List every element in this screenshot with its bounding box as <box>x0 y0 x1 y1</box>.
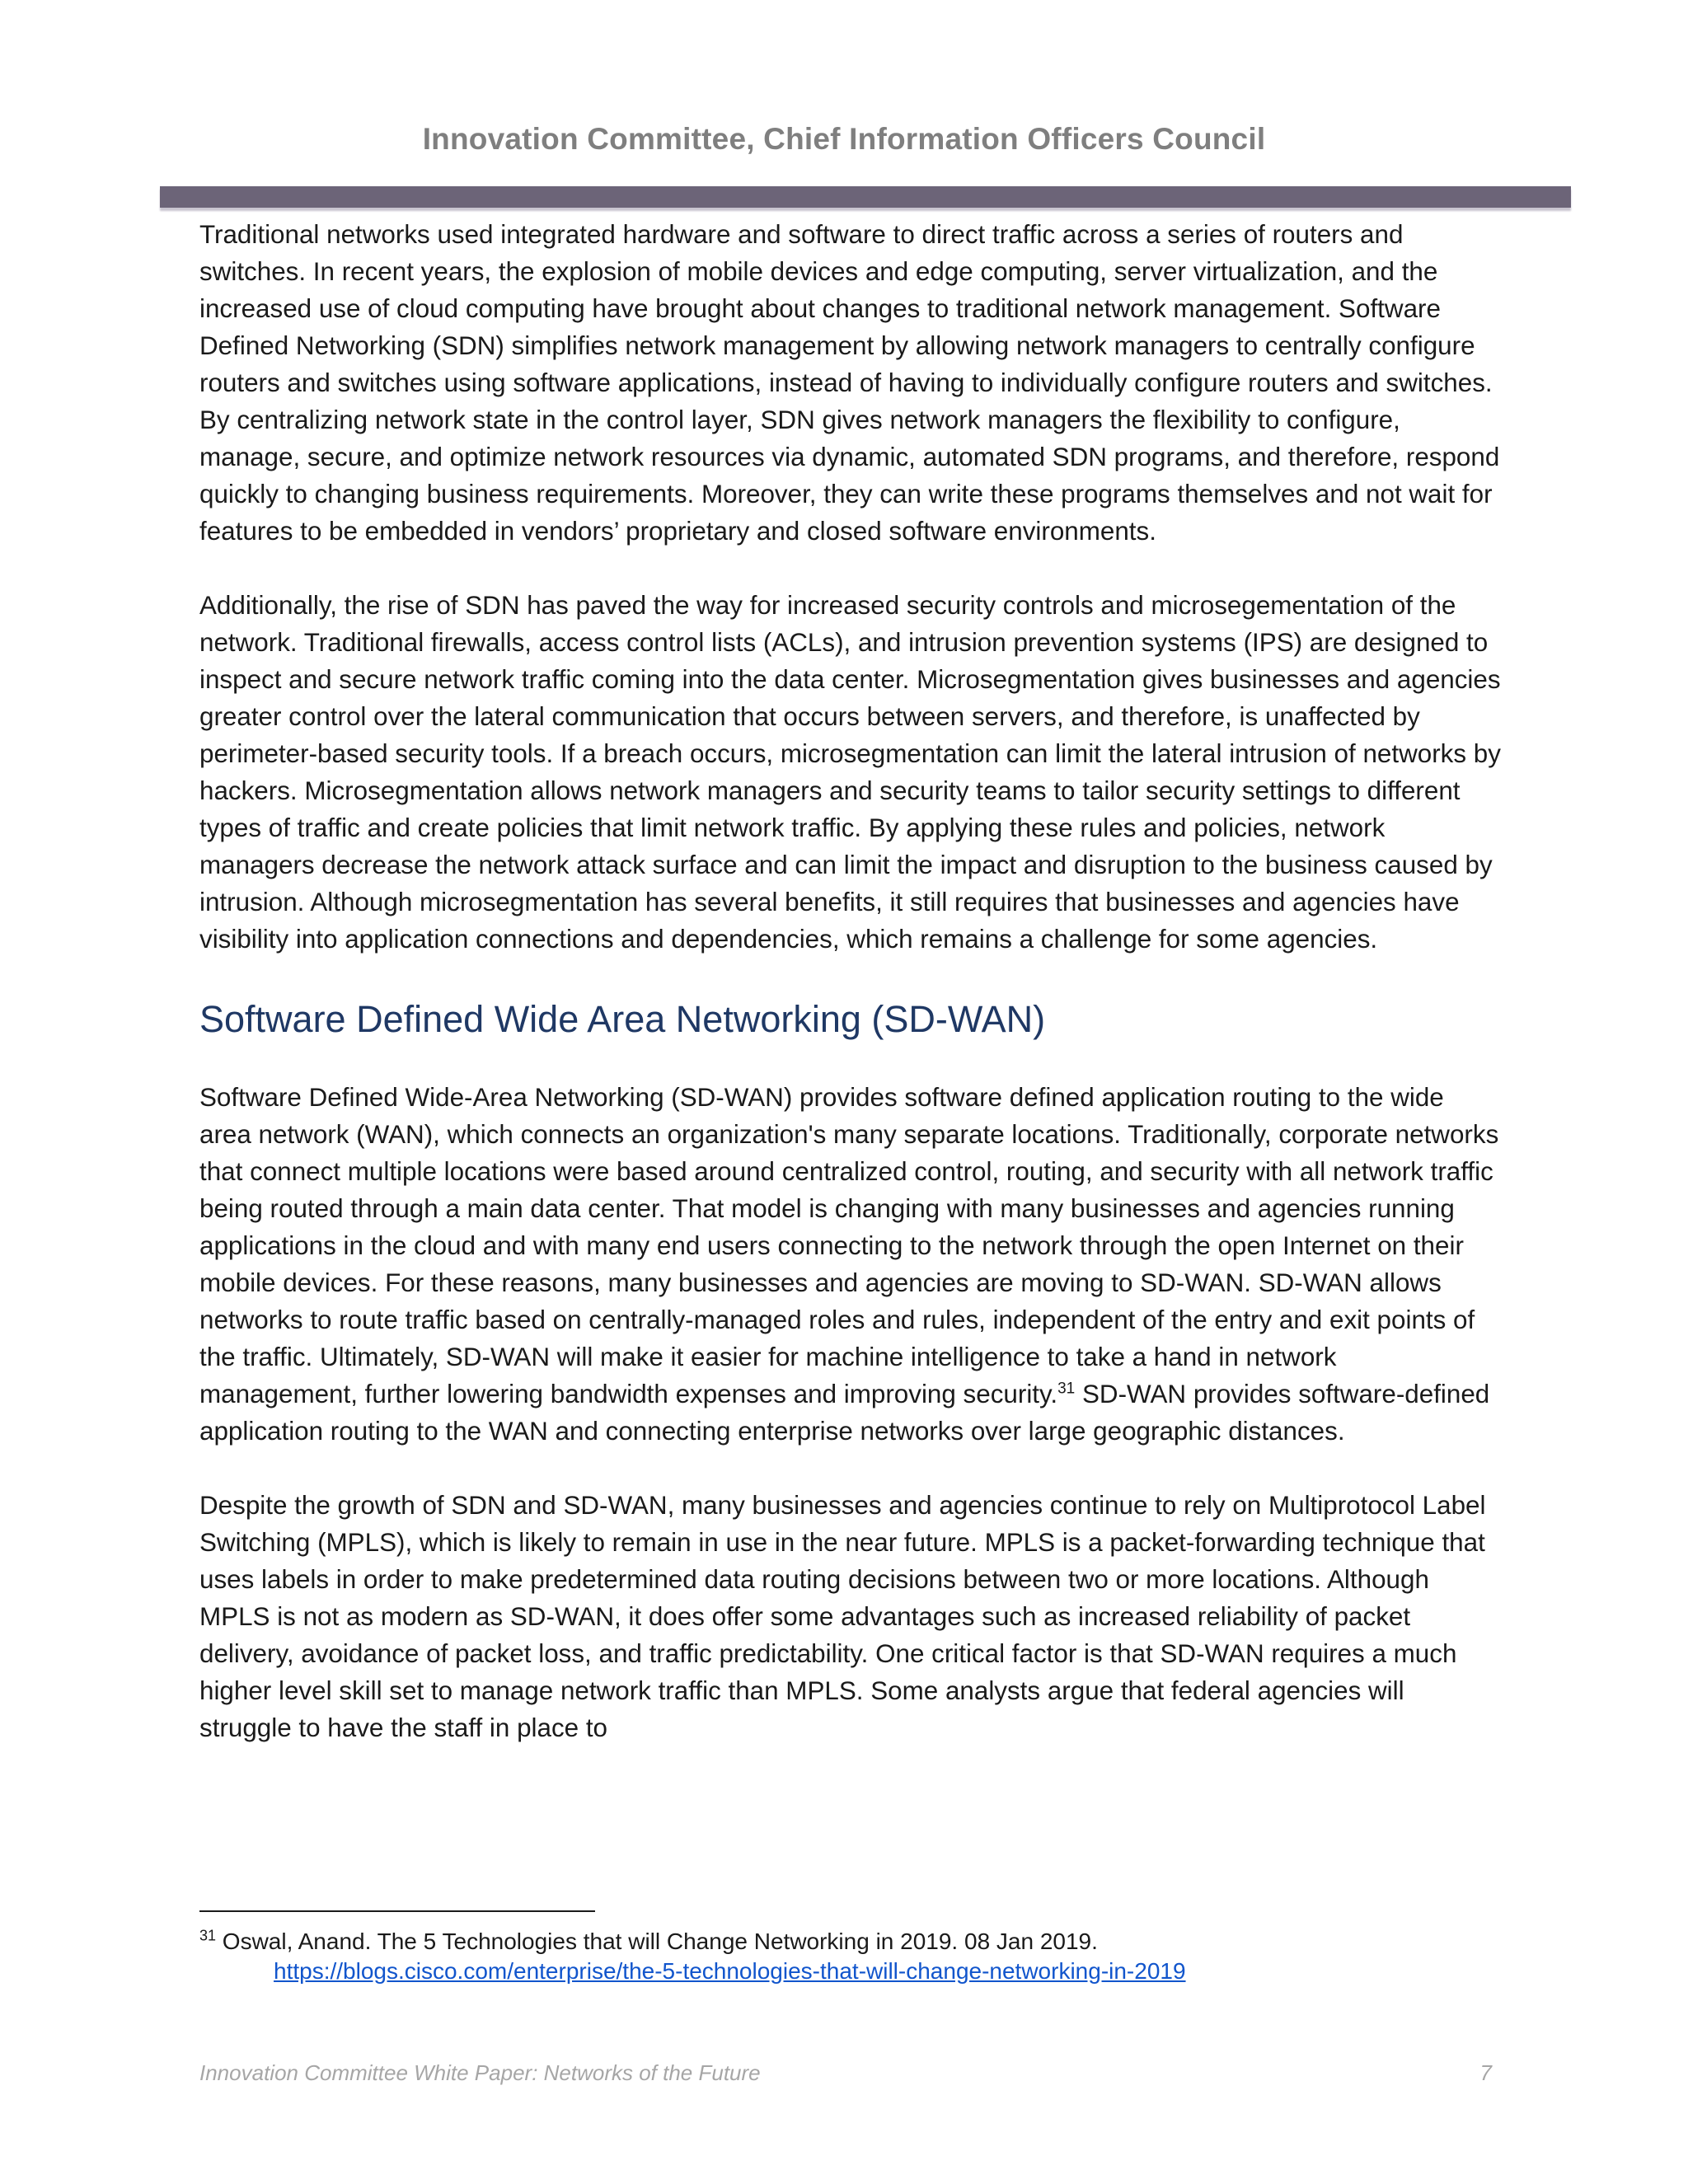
footnote-reference[interactable]: 31 <box>1057 1380 1076 1398</box>
footnote-number <box>199 1929 216 1954</box>
footnote <box>199 1927 1518 1986</box>
paragraph-sd-wan-text-continued: SD-WAN provides software-defined application routing to the WAN and connecting enterprise networks over large geographic distances. <box>199 1380 1490 1446</box>
paragraph-sd-wan <box>199 1079 1502 1450</box>
footer-page-number: 7 <box>1479 2060 1492 2085</box>
footnote-divider <box>199 1910 595 1912</box>
page-footer <box>199 2060 1492 2086</box>
paragraph-sd-wan-text: Software Defined Wide-Area Networking (SD-WAN) provides software defined application routing to the wide area network (WAN), which connects an organization's many separate locations. Traditionally, corporate networks that connect multiple locations were based around centralized control, routing, and security with all network traffic being routed through a main data center. That model is changing with many businesses and agencies running applications in the cloud and with many end users connecting to the network through the open Internet on their mobile devices. For these reasons, many businesses and agencies are moving to SD-WAN. SD-WAN allows networks to route traffic based on centrally-managed roles and rules, independent of the entry and exit points of the traffic. Ultimately, SD-WAN will make it easier for machine intelligence to take a hand in network management, further lowering bandwidth expenses and improving security. <box>199 1083 1499 1408</box>
footnote-citation: Oswal, Anand. The 5 Technologies that will Change Networking in 2019. 08 Jan 2019. <box>216 1929 1098 1954</box>
paragraph-mpls: Despite the growth of SDN and SD-WAN, many businesses and agencies continue to rely on Multiprotocol Label Switching (MPLS), which is likely to remain in use in the near future. MPLS is a packet-forwarding technique that uses labels in order to make predetermined data routing decisions between two or more locations. Although MPLS is not as modern as SD-WAN, it does offer some advantages such as increased reliability of packet delivery, avoidance of packet loss, and traffic predictability. One critical factor is that SD-WAN requires a much higher level skill set to manage network traffic than MPLS. Some analysts argue that federal agencies will struggle to have the staff in place to <box>199 1491 1486 1742</box>
document-body <box>199 216 1502 1746</box>
footer-document-title: Innovation Committee White Paper: Networks of the Future <box>199 2060 761 2085</box>
page-header-title: Innovation Committee, Chief Information Officers Council <box>422 122 1266 156</box>
footnote-url-link[interactable]: https://blogs.cisco.com/enterprise/the-5-technologies-that-will-change-networking-in-2019 <box>274 1958 1186 1984</box>
header-rule <box>160 186 1571 208</box>
section-heading-sd-wan: Software Defined Wide Area Networking (SD-WAN) <box>199 998 1046 1040</box>
paragraph-sdn-overview: Traditional networks used integrated hardware and software to direct traffic across a series of routers and switches. In recent years, the explosion of mobile devices and edge computing, server virtualization, and the increased use of cloud computing have brought about changes to traditional network management. Software Defined Networking (SDN) simplifies network management by allowing network managers to centrally configure routers and switches using software applications, instead of having to individually configure routers and switches. By centralizing network state in the control layer, SDN gives network managers the flexibility to configure, manage, secure, and optimize network resources via dynamic, automated SDN programs, and therefore, respond quickly to changing business requirements. Moreover, they can write these programs themselves and not wait for features to be embedded in vendors’ proprietary and closed software environments. <box>199 220 1500 546</box>
footnote-number-sup: 31 <box>199 1927 217 1944</box>
paragraph-microsegmentation: Additionally, the rise of SDN has paved the way for increased security controls and microsegementation of the network. Traditional firewalls, access control lists (ACLs), and intrusion prevention systems (IPS) are designed to inspect and secure network traffic coming into the data center. Microsegmentation gives businesses and agencies greater control over the lateral communication that occurs between servers, and therefore, is unaffected by perimeter-based security tools. If a breach occurs, microsegmentation can limit the lateral intrusion of networks by hackers. Microsegmentation allows network managers and security teams to tailor security settings to different types of traffic and create policies that limit network traffic. By applying these rules and policies, network managers decrease the network attack surface and can limit the impact and disruption to the business caused by intrusion. Although microsegmentation has several benefits, it still requires that businesses and agencies have visibility into application connections and dependencies, which remains a challenge for some agencies. <box>199 591 1501 954</box>
